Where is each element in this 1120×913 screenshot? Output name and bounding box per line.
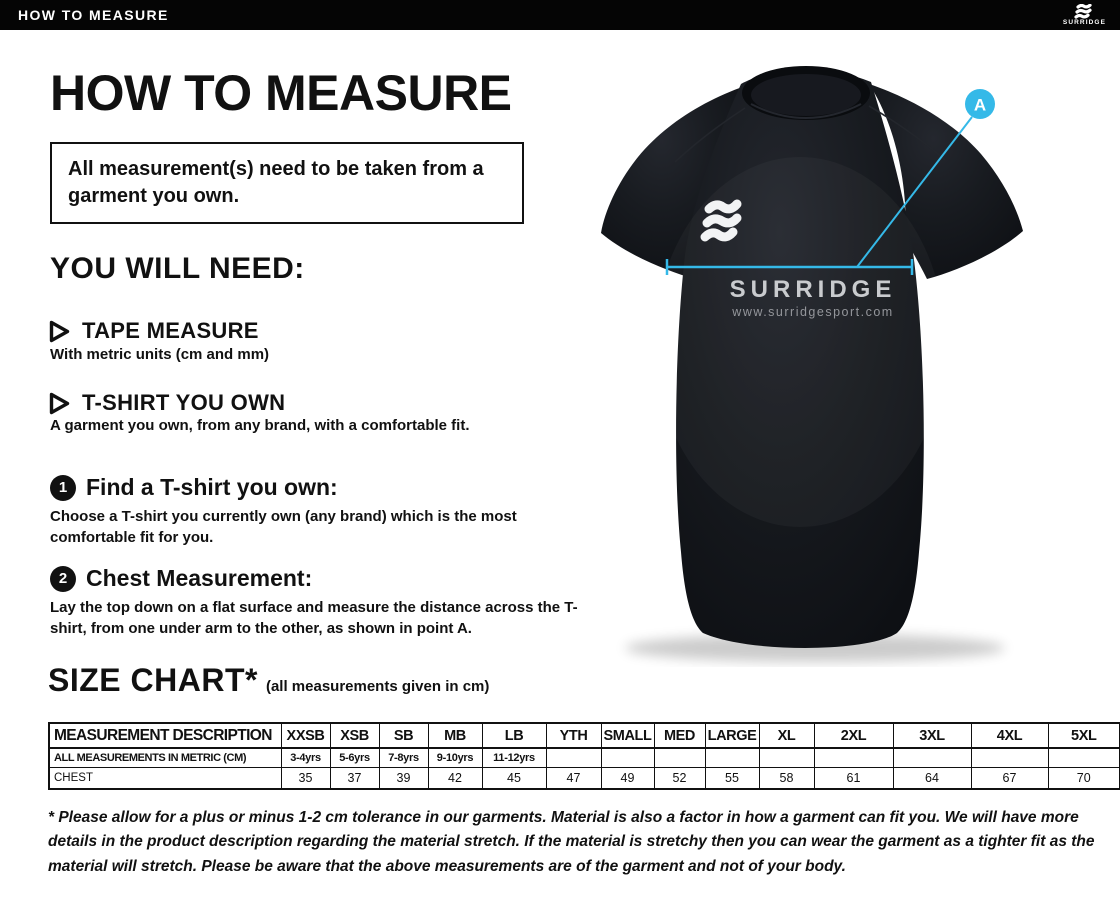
table-cell: 9-10yrs [428, 748, 482, 767]
surridge-s-icon [1071, 4, 1097, 19]
size-table-container [48, 722, 1120, 790]
table-cell [814, 748, 893, 767]
shirt-s-logo-icon [705, 204, 737, 237]
disclaimer-text: * Please allow for a plus or minus 1-2 cm tolerance in our garments. Material is also a factor in how a garment can fit you. We will have more details in the product description regarding the material stretch. If the material is stretchy then you can wear the garment as a tighter fit as the material will stretch. Please be aware that the above measurements are of the garment and not of your body. [48, 809, 1095, 875]
table-cell: CHEST [49, 767, 281, 789]
step-title: Chest Measurement: [86, 565, 313, 591]
table-cell: 52 [654, 767, 705, 789]
table-cell: 55 [705, 767, 759, 789]
table-cell: 3-4yrs [281, 748, 330, 767]
table-cell [546, 748, 601, 767]
table-cell: 61 [814, 767, 893, 789]
step-number-badge: 2 [50, 566, 76, 592]
table-header-row [49, 723, 1120, 748]
page-title: HOW TO MEASURE [50, 65, 512, 121]
table-cell [601, 748, 654, 767]
step-1-header [50, 474, 338, 501]
column-header: XXSB [281, 723, 330, 748]
table-cell: 42 [428, 767, 482, 789]
table-cell: 45 [482, 767, 546, 789]
column-header: MEASUREMENT DESCRIPTION [49, 723, 281, 748]
table-cell [971, 748, 1048, 767]
table-row [49, 748, 1120, 767]
step-1-body: Choose a T-shirt you currently own (any brand) which is the most comfortable fit for you. [50, 508, 517, 547]
step-2-body: Lay the top down on a flat surface and measure the distance across the T-shirt, from one under arm to the other, as shown in point A. [50, 599, 578, 638]
you-will-need-heading: YOU WILL NEED: [50, 252, 305, 285]
size-chart-heading-row [48, 662, 489, 699]
size-chart-heading: SIZE CHART* [48, 662, 258, 698]
column-header: 5XL [1048, 723, 1120, 748]
table-cell: 58 [759, 767, 814, 789]
column-header: 2XL [814, 723, 893, 748]
column-header: SMALL [601, 723, 654, 748]
note-box [50, 142, 524, 224]
surridge-logo [1063, 4, 1110, 27]
column-header: YTH [546, 723, 601, 748]
size-table [48, 722, 1120, 790]
table-cell: 67 [971, 767, 1048, 789]
column-header: 4XL [971, 723, 1048, 748]
surridge-logo-word: SURRIDGE [1062, 18, 1106, 26]
table-cell: 47 [546, 767, 601, 789]
step-2-header [50, 565, 312, 592]
need-item-title: T-SHIRT YOU OWN [82, 390, 286, 415]
shirt-collar [742, 66, 870, 120]
column-header: SB [379, 723, 428, 748]
play-triangle-icon [48, 319, 71, 344]
table-cell [1048, 748, 1120, 767]
table-cell [759, 748, 814, 767]
top-bar-title: HOW TO MEASURE [18, 7, 169, 23]
table-cell: 11-12yrs [482, 748, 546, 767]
need-item-description: With metric units (cm and mm) [50, 346, 270, 363]
shirt-brand-url: www.surridgesport.com [732, 305, 894, 319]
table-cell: 37 [330, 767, 379, 789]
table-row [49, 767, 1120, 789]
play-triangle-icon [48, 391, 71, 416]
tshirt-figure [575, 52, 1120, 667]
column-header: MED [654, 723, 705, 748]
note-text: All measurement(s) need to be taken from a garment you own. [68, 158, 484, 207]
column-header: MB [428, 723, 482, 748]
column-header: 3XL [893, 723, 971, 748]
table-cell [654, 748, 705, 767]
table-cell: 70 [1048, 767, 1120, 789]
need-item-title: TAPE MEASURE [82, 318, 259, 343]
column-header: XSB [330, 723, 379, 748]
column-header: XL [759, 723, 814, 748]
top-bar [0, 0, 1120, 30]
step-number-badge: 1 [50, 475, 76, 501]
table-cell: 7-8yrs [379, 748, 428, 767]
table-cell [893, 748, 971, 767]
shirt-brand-text: SURRIDGE [729, 276, 897, 303]
tshirt-image [575, 52, 1120, 667]
table-cell: 49 [601, 767, 654, 789]
table-cell: 39 [379, 767, 428, 789]
need-item-tshirt [48, 390, 285, 416]
column-header: LARGE [705, 723, 759, 748]
size-chart-subheading: (all measurements given in cm) [265, 678, 490, 695]
table-cell: 5-6yrs [330, 748, 379, 767]
need-item-description: A garment you own, from any brand, with a comfortable fit. [50, 417, 470, 434]
table-cell: 64 [893, 767, 971, 789]
table-cell: 35 [281, 767, 330, 789]
step-title: Find a T-shirt you own: [86, 474, 338, 500]
table-cell: ALL MEASUREMENTS IN METRIC (CM) [49, 748, 281, 767]
table-cell [705, 748, 759, 767]
column-header: LB [482, 723, 546, 748]
need-item-tape-measure [48, 318, 259, 344]
marker-a-label: A [973, 95, 987, 115]
